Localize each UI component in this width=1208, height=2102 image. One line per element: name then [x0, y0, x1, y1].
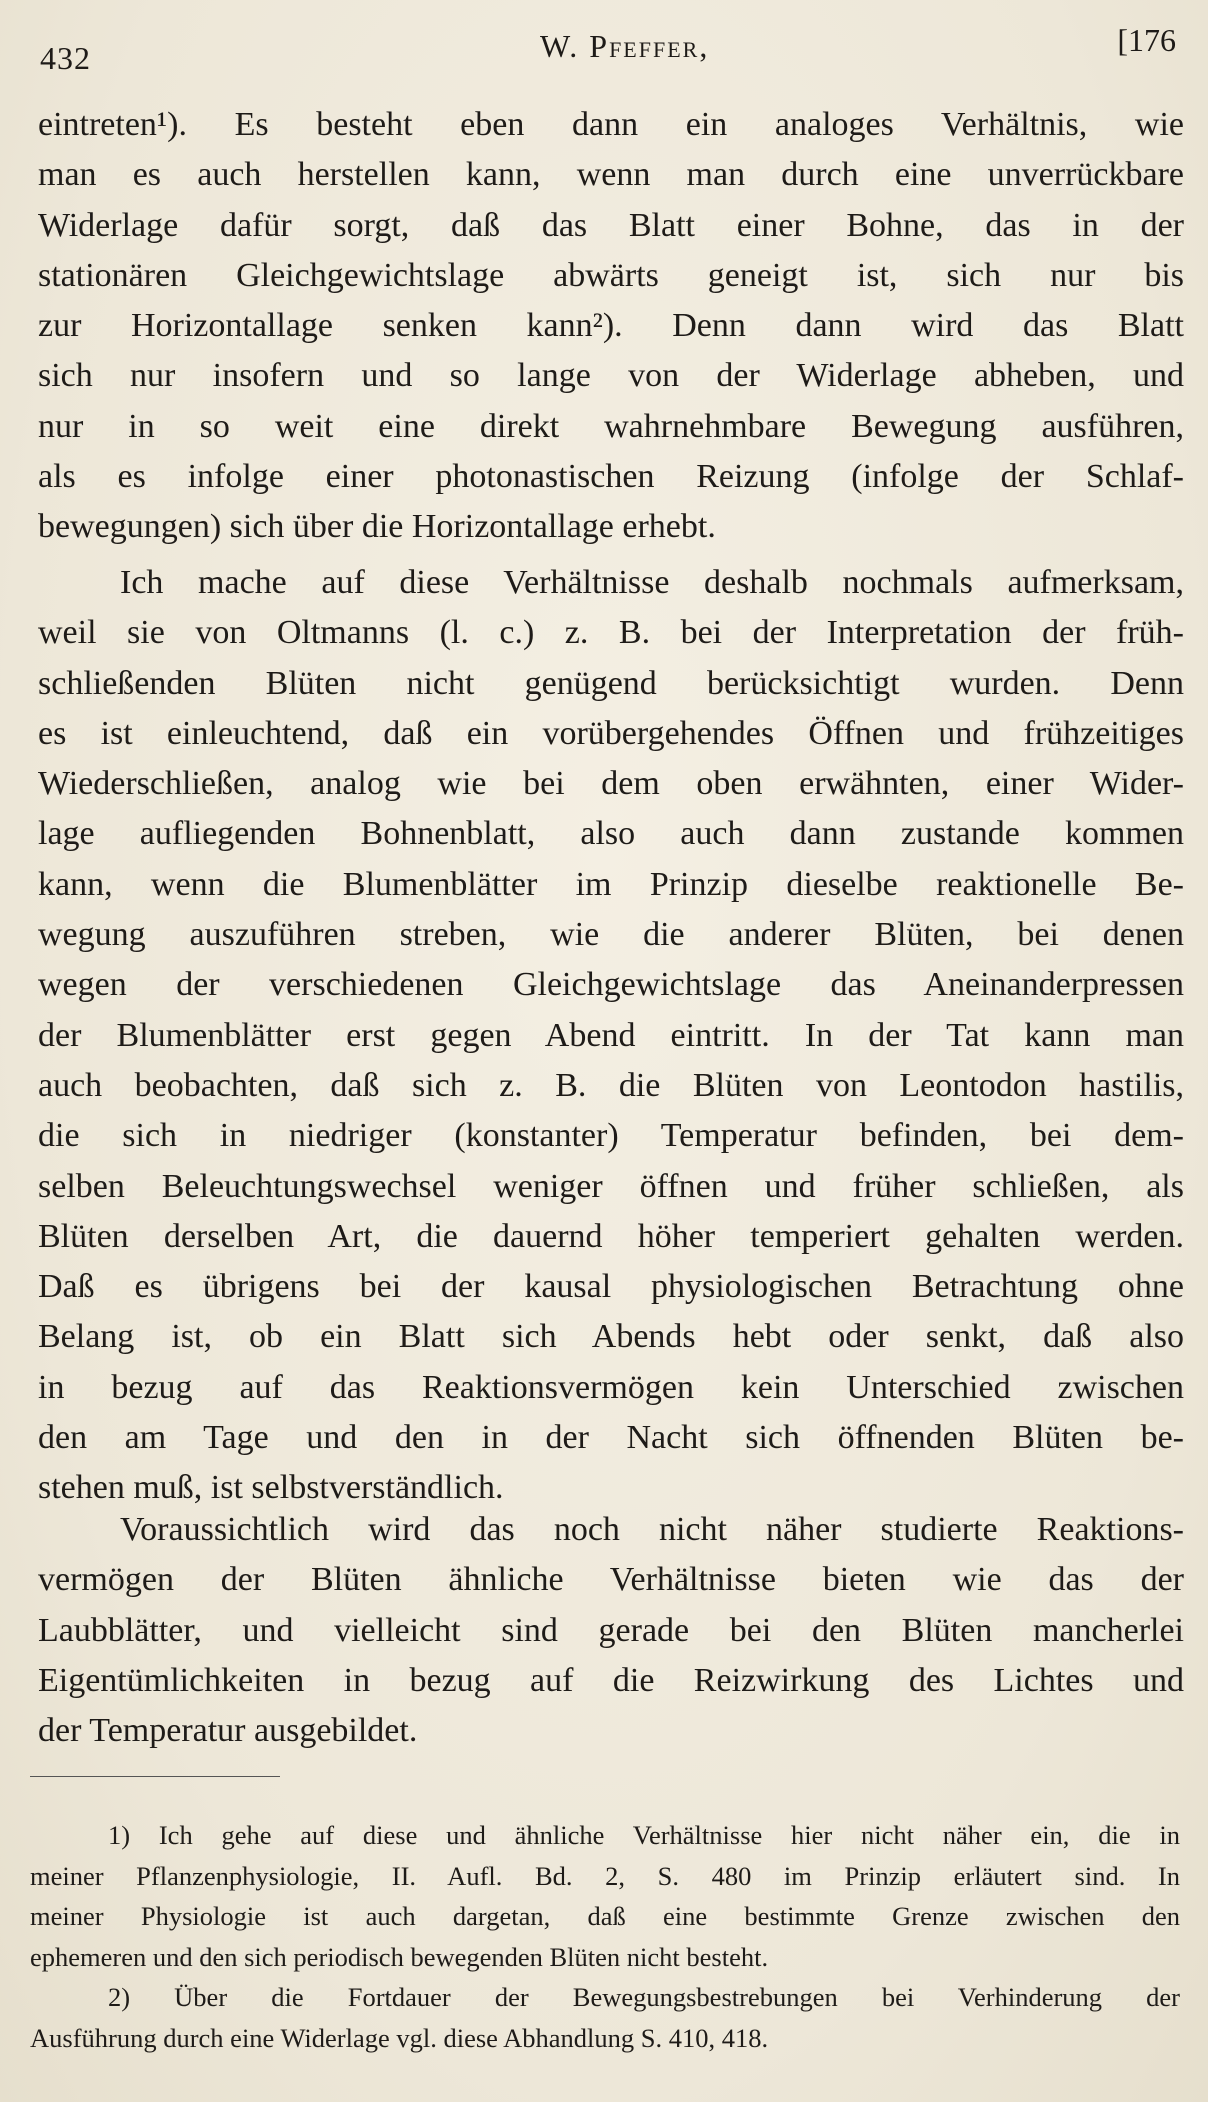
- text-line: Wiederschließen, analog wie bei dem oben erwähnten, einer Wider-: [38, 765, 1184, 803]
- text-line: schließenden Blüten nicht genügend berücksichtigt wurden. Denn: [38, 664, 1184, 702]
- text-line: Widerlage dafür sorgt, daß das Blatt einer Bohne, das in der: [38, 206, 1184, 244]
- text-line: Laubblätter, und vielleicht sind gerade bei den Blüten mancherlei: [38, 1611, 1184, 1649]
- footnote-line: Ausführung durch eine Widerlage vgl. diese Abhandlung S. 410, 418.: [30, 2022, 769, 2053]
- page-header: [40, 22, 1188, 76]
- text-line: wegung auszuführen streben, wie die anderer Blüten, bei denen: [38, 916, 1184, 954]
- text-line: Daß es übrigens bei der kausal physiologischen Betrachtung ohne: [38, 1268, 1184, 1306]
- text-line: bewegungen) sich über die Horizontallage erhebt.: [38, 508, 716, 546]
- footnote-divider: [30, 1776, 280, 1777]
- text-line: auch beobachten, daß sich z. B. die Blüten von Leontodon hastilis,: [38, 1066, 1184, 1104]
- original-page-number: [176: [1117, 22, 1176, 58]
- paragraph-2: [38, 558, 1184, 1514]
- footnotes: [30, 1815, 1180, 2058]
- text-line: die sich in niedriger (konstanter) Temperatur befinden, bei dem-: [38, 1117, 1184, 1155]
- text-line: der Blumenblätter erst gegen Abend eintritt. In der Tat kann man: [38, 1016, 1184, 1054]
- text-line: Voraussichtlich wird das noch nicht näher studierte Reaktions-: [120, 1511, 1184, 1548]
- text-line: der Temperatur ausgebildet.: [38, 1712, 418, 1750]
- text-line: lage aufliegenden Bohnenblatt, also auch dann zustande kommen: [38, 815, 1184, 853]
- footnote-2: [30, 1977, 1180, 2058]
- text-line: stationären Gleichgewichtslage abwärts geneigt ist, sich nur bis: [38, 256, 1184, 294]
- text-line: kann, wenn die Blumenblätter im Prinzip dieselbe reaktionelle Be-: [38, 865, 1184, 903]
- page-number: 432: [40, 40, 91, 76]
- text-line: Ich mache auf diese Verhältnisse deshalb nochmals aufmerksam,: [120, 564, 1184, 601]
- footnote-1: [30, 1815, 1180, 1977]
- footnote-line: 2) Über die Fortdauer der Bewegungsbestrebungen bei Verhinderung der: [108, 1982, 1180, 2012]
- text-line: in bezug auf das Reaktionsvermögen kein Unterschied zwischen: [38, 1368, 1184, 1406]
- text-line: Eigentümlichkeiten in bezug auf die Reizwirkung des Lichtes und: [38, 1661, 1184, 1699]
- text-line: zur Horizontallage senken kann²). Denn dann wird das Blatt: [38, 307, 1184, 345]
- footnote-line: 1) Ich gehe auf diese und ähnliche Verhältnisse hier nicht näher ein, die in: [108, 1820, 1180, 1850]
- text-line: wegen der verschiedenen Gleichgewichtslage das Aneinanderpressen: [38, 966, 1184, 1004]
- text-line: eintreten¹). Es besteht eben dann ein analoges Verhältnis, wie: [38, 106, 1184, 143]
- footnote-line: ephemeren und den sich periodisch bewegenden Blüten nicht besteht.: [30, 1941, 769, 1972]
- text-line: als es infolge einer photonastischen Reizung (infolge der Schlaf-: [38, 458, 1184, 496]
- text-line: sich nur insofern und so lange von der Widerlage abheben, und: [38, 357, 1184, 395]
- running-title: W. Pfeffer,: [540, 28, 710, 64]
- paragraph-1: [38, 100, 1184, 553]
- text-line: man es auch herstellen kann, wenn man durch eine unverrückbare: [38, 156, 1184, 194]
- text-line: selben Beleuchtungswechsel weniger öffnen und früher schließen, als: [38, 1167, 1184, 1205]
- text-line: nur in so weit eine direkt wahrnehmbare Bewegung ausführen,: [38, 407, 1184, 445]
- footnote-line: meiner Pflanzenphysiologie, II. Aufl. Bd. 2, S. 480 im Prinzip erläutert sind. In: [30, 1860, 1180, 1891]
- paragraph-3: [38, 1505, 1184, 1756]
- text-line: es ist einleuchtend, daß ein vorübergehendes Öffnen und frühzeitiges: [38, 714, 1184, 752]
- text-line: Belang ist, ob ein Blatt sich Abends hebt oder senkt, daß also: [38, 1318, 1184, 1356]
- footnote-line: meiner Physiologie ist auch dargetan, daß eine bestimmte Grenze zwischen den: [30, 1901, 1180, 1931]
- text-line: stehen muß, ist selbstverständlich.: [38, 1469, 504, 1507]
- text-line: weil sie von Oltmanns (l. c.) z. B. bei der Interpretation der früh-: [38, 614, 1184, 652]
- text-line: Blüten derselben Art, die dauernd höher temperiert gehalten werden.: [38, 1217, 1184, 1255]
- text-line: vermögen der Blüten ähnliche Verhältnisse bieten wie das der: [38, 1561, 1184, 1599]
- text-line: den am Tage und den in der Nacht sich öffnenden Blüten be-: [38, 1419, 1184, 1457]
